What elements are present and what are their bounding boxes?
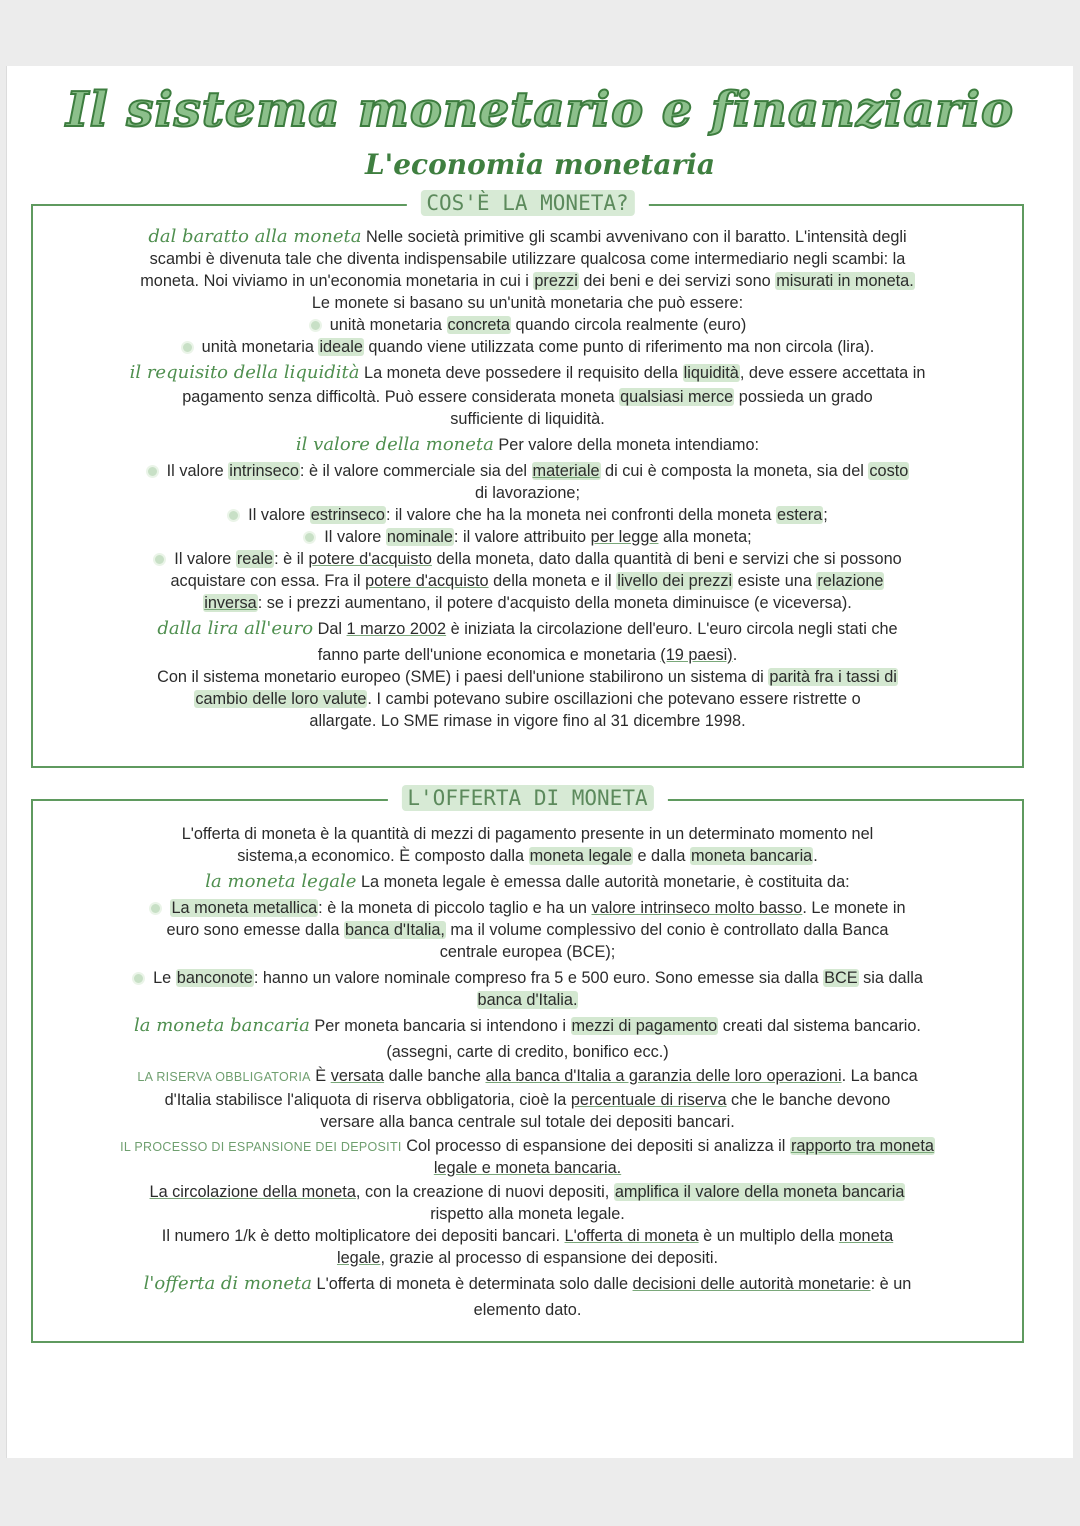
bullet-icon	[181, 341, 194, 354]
text-segment: è iniziata la circolazione dell'euro. L'euro circola negli stati che	[446, 620, 898, 638]
text-line	[41, 941, 1014, 963]
text-line	[41, 314, 1014, 336]
text-segment: banca d'Italia.	[477, 991, 578, 1009]
topic-label: dal baratto alla moneta	[148, 226, 362, 247]
text-segment: e dalla	[632, 847, 690, 865]
text-segment: potere d'acquisto	[308, 550, 432, 568]
section-cos-e-la-moneta	[31, 191, 1024, 768]
text-line	[41, 1135, 1014, 1158]
text-segment: inversa	[204, 594, 257, 612]
text-line	[41, 1111, 1014, 1133]
text-line	[41, 967, 1014, 989]
text-segment: creati dal sistema bancario.	[718, 1017, 921, 1035]
text-segment: , con la creazione di nuovi depositi,	[355, 1183, 614, 1201]
text-segment: Dal	[313, 620, 347, 638]
text-line	[41, 618, 1014, 640]
text-segment: La moneta legale è emessa dalle autorità monetarie, è costituita da:	[356, 873, 850, 891]
text-segment: (assegni, carte di credito, bonifico ecc.)	[386, 1043, 669, 1061]
text-line	[41, 570, 1014, 592]
text-segment: Il valore	[248, 506, 310, 524]
text-line	[41, 1065, 1014, 1088]
text-segment: Il valore	[174, 550, 236, 568]
text-line	[41, 688, 1014, 710]
text-line	[41, 710, 1014, 732]
text-segment: . La banca	[841, 1067, 918, 1085]
text-segment: , grazie al processo di espansione dei depositi.	[380, 1249, 719, 1267]
text-segment: alla moneta;	[658, 528, 752, 546]
text-segment: L'offerta di moneta è determinata solo dalle	[312, 1275, 633, 1293]
text-segment: unità monetaria	[201, 338, 319, 356]
text-line	[41, 1247, 1014, 1269]
text-segment: BCE	[824, 969, 858, 987]
text-line	[41, 248, 1014, 270]
text-segment: : è il	[274, 550, 309, 568]
text-segment: : se i prezzi aumentano, il potere d'acquisto della moneta diminuisce (e viceversa).	[257, 594, 852, 612]
section-heading: L'OFFERTA DI MONETA	[387, 786, 667, 810]
section-heading: COS'È LA MONETA?	[406, 191, 648, 215]
text-segment: Con il sistema monetario europeo (SME) i paesi dell'unione stabilirono un sistema di	[157, 668, 769, 686]
text-segment: pagamento senza difficoltà. Può essere considerata moneta	[182, 388, 620, 406]
text-segment: mezzi di pagamento	[571, 1017, 718, 1035]
text-segment: è un multiplo della	[698, 1227, 839, 1245]
topic-caps-label: IL PROCESSO DI ESPANSIONE DEI DEPOSITI	[120, 1140, 402, 1154]
text-segment: dalle banche	[384, 1067, 486, 1085]
text-segment: Nelle società primitive gli scambi avvenivano con il baratto. L'intensità degli	[361, 228, 907, 246]
text-segment: che le banche devono	[726, 1091, 891, 1109]
text-segment: : è la moneta di piccolo taglio e ha un	[318, 899, 592, 917]
text-line	[41, 1203, 1014, 1225]
text-line	[41, 1015, 1014, 1037]
text-segment: sia dalla	[858, 969, 923, 987]
text-line	[41, 226, 1014, 248]
text-segment: sufficiente di liquidità.	[450, 410, 605, 428]
text-segment: Col processo di espansione dei depositi si analizza il	[401, 1137, 790, 1155]
text-segment: estera	[777, 506, 823, 524]
text-segment: della moneta, dato dalla quantità di beni e servizi che si possono	[431, 550, 902, 568]
topic-label: dalla lira all'euro	[157, 618, 314, 639]
text-line	[41, 408, 1014, 430]
text-segment: elemento dato.	[473, 1301, 582, 1319]
text-segment: parità fra i tassi di	[769, 668, 897, 686]
text-segment: scambi è divenuta tale che diventa indispensabile utilizzare qualcosa come intermediario negli scambi: la	[149, 250, 906, 268]
text-segment: Le	[153, 969, 176, 987]
text-segment: livello dei prezzi	[617, 572, 733, 590]
text-segment: È	[310, 1067, 331, 1085]
text-segment: 1 marzo 2002	[346, 620, 447, 638]
text-segment: (19 paesi)	[660, 646, 733, 664]
text-line	[41, 1225, 1014, 1247]
text-segment: esiste una	[733, 572, 817, 590]
bullet-icon	[303, 531, 316, 544]
text-segment: La circolazione della moneta	[149, 1183, 356, 1201]
text-line	[41, 919, 1014, 941]
text-segment: di lavorazione;	[475, 484, 580, 502]
text-line	[41, 292, 1014, 314]
text-segment: decisioni delle autorità monetarie	[632, 1275, 871, 1293]
text-segment: potere d'acquisto	[365, 572, 489, 590]
text-line	[41, 548, 1014, 570]
text-segment: fanno parte dell'unione economica e monetaria	[317, 646, 661, 664]
text-segment: : hanno un valore nominale compreso fra 5 e 500 euro. Sono emesse sia dalla	[253, 969, 824, 987]
text-segment: possieda un grado	[734, 388, 873, 406]
text-segment: misurati in moneta.	[776, 272, 914, 290]
section-offerta-di-moneta	[31, 786, 1024, 1343]
text-segment: banconote	[176, 969, 253, 987]
text-segment: L'offerta di moneta è la quantità di mezzi di pagamento presente in un determinato momento nel	[181, 825, 874, 843]
text-segment: quando viene utilizzata come punto di riferimento ma non circola (lira).	[363, 338, 875, 356]
text-segment: relazione	[817, 572, 884, 590]
text-segment: L'offerta di moneta	[564, 1227, 699, 1245]
text-line	[41, 336, 1014, 358]
text-line	[41, 434, 1014, 456]
bullet-icon	[153, 553, 166, 566]
text-segment: materiale	[532, 462, 600, 480]
topic-label: la moneta legale	[205, 871, 357, 892]
topic-label: il valore della moneta	[295, 434, 494, 455]
bullet-icon	[149, 902, 162, 915]
text-segment: reale	[236, 550, 274, 568]
text-segment: Il valore	[166, 462, 229, 480]
text-line	[41, 666, 1014, 688]
text-segment: per legge	[590, 528, 659, 546]
text-segment: versata	[330, 1067, 385, 1085]
text-line	[41, 897, 1014, 919]
text-line	[41, 1181, 1014, 1203]
notes-page	[6, 66, 1073, 1458]
text-segment: qualsiasi merce	[620, 388, 734, 406]
topic-label: il requisito della liquidità	[129, 362, 360, 383]
text-segment: Per moneta bancaria si intendono i	[309, 1017, 571, 1035]
text-segment: rispetto alla moneta legale.	[430, 1205, 625, 1223]
text-segment: La moneta metallica	[171, 899, 318, 917]
text-segment: : è un	[870, 1275, 912, 1293]
text-segment: : il valore che ha la moneta nei confronti della moneta	[385, 506, 777, 524]
text-segment: rapporto tra moneta	[790, 1137, 934, 1155]
text-segment: Le monete si basano su un'unità monetaria che può essere:	[311, 294, 744, 312]
text-line	[41, 1273, 1014, 1295]
text-segment: prezzi	[534, 272, 578, 290]
text-segment: versare alla banca centrale sul totale dei depositi bancari.	[320, 1113, 735, 1131]
text-line	[41, 482, 1014, 504]
text-line	[41, 989, 1014, 1011]
text-line	[41, 504, 1014, 526]
text-segment: concreta	[447, 316, 510, 334]
text-segment: cambio delle loro valute	[195, 690, 367, 708]
bullet-icon	[146, 465, 159, 478]
text-segment: moneta. Noi viviamo in un'economia monetaria in cui i	[140, 272, 534, 290]
text-segment: unità monetaria	[329, 316, 447, 334]
text-segment: nominale	[386, 528, 453, 546]
text-segment: moneta	[838, 1227, 894, 1245]
text-segment: moneta legale	[529, 847, 632, 865]
text-segment: intrinseco	[229, 462, 299, 480]
text-line	[41, 526, 1014, 548]
text-line	[41, 270, 1014, 292]
bullet-icon	[132, 972, 145, 985]
text-segment: : il valore attribuito	[453, 528, 591, 546]
page-title: Il sistema monetario e finanziario	[66, 82, 1014, 138]
text-segment: Il numero 1/k è detto moltiplicatore dei depositi bancari.	[161, 1227, 565, 1245]
text-segment: . Le monete in	[802, 899, 906, 917]
text-segment: centrale europea (BCE);	[439, 943, 616, 961]
text-segment: amplifica il valore della moneta bancaria	[614, 1183, 905, 1201]
topic-label: l'offerta di moneta	[143, 1273, 313, 1294]
text-segment: euro sono emesse dalla	[166, 921, 344, 939]
text-line	[41, 362, 1014, 384]
text-line	[41, 1089, 1014, 1111]
bullet-icon	[227, 509, 240, 522]
text-segment: Per valore della moneta intendiamo:	[493, 436, 760, 454]
text-line	[41, 386, 1014, 408]
text-segment: liquidità	[683, 364, 739, 382]
text-line	[41, 823, 1014, 845]
topic-caps-label: LA RISERVA OBBLIGATORIA	[137, 1070, 311, 1084]
text-segment: Il valore	[324, 528, 386, 546]
text-segment: valore intrinseco molto basso	[591, 899, 803, 917]
text-segment: di cui è composta la moneta, sia del	[600, 462, 869, 480]
text-segment: : è il valore commerciale sia del	[299, 462, 532, 480]
text-line	[41, 592, 1014, 614]
text-segment: dei beni e dei servizi sono	[578, 272, 776, 290]
bullet-icon	[309, 319, 322, 332]
text-segment: della moneta e il	[488, 572, 617, 590]
text-segment: sistema,a economico. È composto dalla	[237, 847, 529, 865]
text-segment: quando circola realmente (euro)	[510, 316, 747, 334]
text-line	[41, 460, 1014, 482]
text-segment: legale e moneta bancaria.	[433, 1159, 622, 1177]
text-segment: .	[813, 847, 818, 865]
text-line	[41, 1041, 1014, 1063]
text-segment: .	[732, 646, 738, 664]
topic-label: la moneta bancaria	[134, 1015, 310, 1036]
text-segment: ;	[823, 506, 828, 524]
text-segment: La moneta deve possedere il requisito della	[359, 364, 683, 382]
text-segment: costo	[869, 462, 909, 480]
text-segment: legale	[336, 1249, 381, 1267]
text-line	[41, 1157, 1014, 1179]
text-line	[41, 871, 1014, 893]
text-segment: percentuale di riserva	[570, 1091, 727, 1109]
text-segment: , deve essere accettata in	[739, 364, 926, 382]
text-line	[41, 644, 1014, 666]
text-segment: estrinseco	[310, 506, 385, 524]
text-segment: acquistare con essa. Fra il	[170, 572, 366, 590]
text-segment: d'Italia stabilisce l'aliquota di riserva obbligatoria, cioè la	[164, 1091, 571, 1109]
text-segment: banca d'Italia,	[344, 921, 445, 939]
text-line	[41, 845, 1014, 867]
text-segment: . I cambi potevano subire oscillazioni che potevano essere ristrette o	[367, 690, 861, 708]
text-line	[41, 1299, 1014, 1321]
text-segment: allargate. Lo SME rimase in vigore fino al 31 dicembre 1998.	[309, 712, 746, 730]
text-segment: alla banca d'Italia a garanzia delle loro operazioni	[485, 1067, 842, 1085]
text-segment: ideale	[319, 338, 363, 356]
page-subtitle: L'economia monetaria	[364, 148, 716, 181]
text-segment: moneta bancaria	[690, 847, 813, 865]
text-segment: ma il volume complessivo del conio è controllato dalla Banca	[445, 921, 889, 939]
